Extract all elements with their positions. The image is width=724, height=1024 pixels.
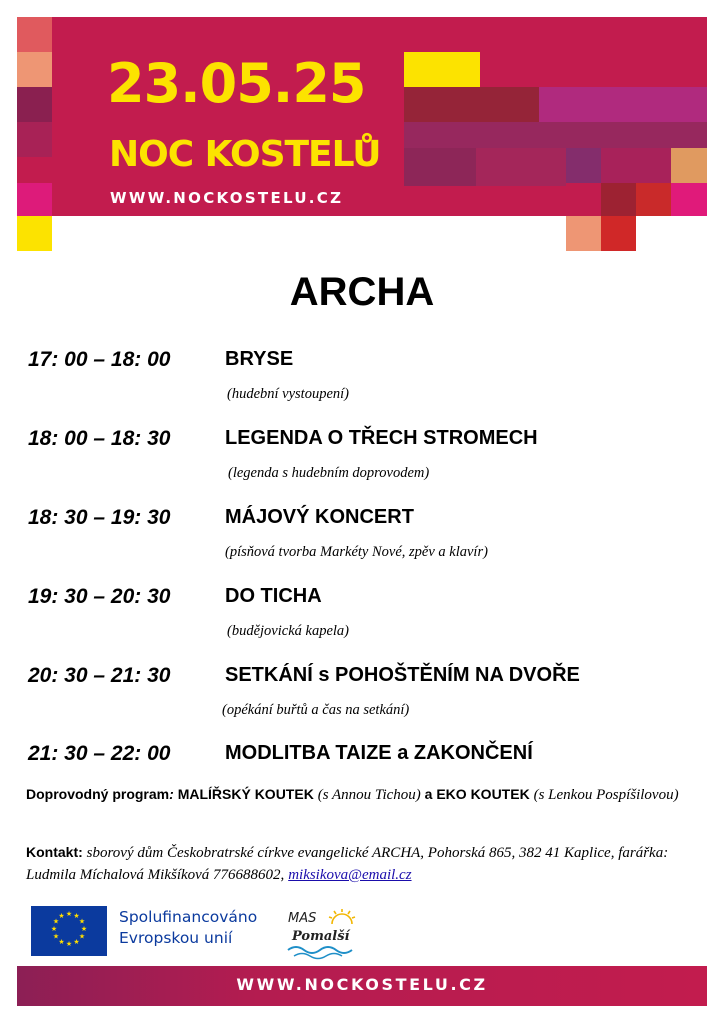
slot-description: (hudební vystoupení) [227, 386, 350, 402]
side-program-note: (s Annou Tichou) [317, 787, 421, 803]
svg-text:★: ★ [50, 925, 58, 933]
slot-description: (písňová tvorba Markéty Nové, zpěv a klavír) [225, 544, 488, 560]
contact-info [26, 842, 702, 886]
svg-text:★: ★ [58, 912, 65, 920]
svg-text:★: ★ [73, 912, 80, 920]
side-program-colon: : [169, 786, 174, 802]
side-program-label: Doprovodný program [26, 786, 170, 802]
slot-time: 19: 30 – 20: 30 [28, 585, 171, 608]
footer-band [17, 966, 707, 1006]
slot-title: SETKÁNÍ s POHOŠTĚNÍM NA DVOŘE [225, 664, 580, 686]
contact-label: Kontakt: [26, 844, 83, 860]
header-banner [17, 17, 707, 253]
svg-text:★: ★ [78, 917, 86, 926]
svg-text:★: ★ [65, 910, 73, 918]
svg-text:★: ★ [52, 917, 60, 926]
eu-flag-icon [31, 906, 107, 956]
slot-title: LEGENDA O TŘECH STROMECH [225, 427, 538, 449]
slot-title: MODLITBA TAIZE a ZAKONČENÍ [225, 742, 533, 764]
svg-text:★: ★ [58, 938, 65, 946]
slot-description: (budějovická kapela) [227, 623, 349, 639]
side-program-note: (s Lenkou Pospíšilovou) [533, 787, 679, 803]
svg-text:★: ★ [65, 940, 73, 948]
side-program-connector: a [424, 786, 433, 802]
wave-icon [288, 947, 352, 953]
side-program [26, 784, 702, 806]
slot-description: (legenda s hudebním doprovodem) [228, 465, 430, 481]
svg-text:★: ★ [52, 932, 60, 941]
slot-time: 17: 00 – 18: 00 [28, 348, 171, 371]
slot-time: 21: 30 – 22: 00 [28, 742, 171, 765]
svg-text:★: ★ [80, 925, 88, 933]
banner-website-link[interactable]: WWW.NOCKOSTELU.CZ [110, 189, 344, 207]
side-program-item: MALÍŘSKÝ KOUTEK [177, 786, 314, 802]
mas-logo-line1: MAS [288, 911, 317, 926]
slot-time: 18: 30 – 19: 30 [28, 506, 171, 529]
sun-icon [329, 909, 355, 924]
slot-title: BRYSE [225, 348, 294, 370]
eu-cofinanced-text: Spolufinancováno [119, 908, 258, 926]
footer-website-link[interactable]: WWW.NOCKOSTELU.CZ [236, 975, 488, 994]
slot-title: DO TICHA [225, 585, 322, 607]
contact-email-link[interactable]: miksikova@email.cz [288, 867, 412, 883]
event-title: NOC KOSTELŮ [109, 134, 381, 175]
mas-pomalsi-logo [284, 902, 364, 962]
venue-title: ARCHA [289, 270, 435, 314]
side-program-item: EKO KOUTEK [436, 786, 530, 802]
slot-description: (opékání buřtů a čas na setkání) [222, 702, 410, 718]
contact-text: sborový dům Českobratrské církve evangelické ARCHA, Pohorská 865, 382 41 Kaplice, farářka: Ludmila Míchalová Mikšíková 776688602, [26, 845, 669, 883]
eu-cofinanced-text: Evropskou unií [119, 929, 233, 947]
slot-time: 18: 00 – 18: 30 [28, 427, 171, 450]
mas-logo-line2: Pomalší [292, 929, 350, 944]
slot-title: MÁJOVÝ KONCERT [225, 506, 414, 528]
slot-time: 20: 30 – 21: 30 [28, 664, 171, 687]
svg-text:★: ★ [73, 938, 80, 946]
event-date: 23.05.25 [107, 52, 366, 115]
svg-text:★: ★ [78, 932, 86, 941]
